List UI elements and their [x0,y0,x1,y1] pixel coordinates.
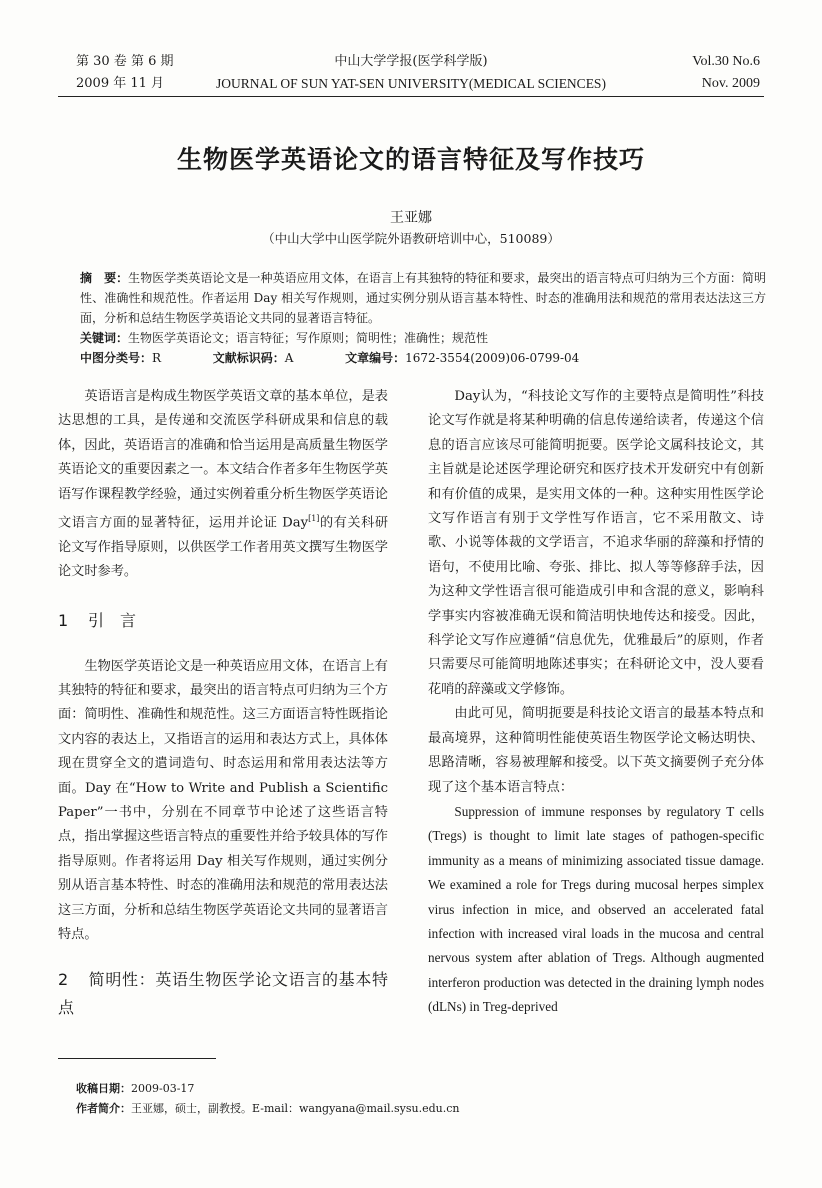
section-1-heading [58,607,388,635]
left-column [58,385,388,1036]
article-no-value: 1672-3554(2009)06-0799-04 [405,351,580,365]
section-2-number: 2 [58,969,69,989]
author-affiliation: （中山大学中山医学院外语教研培训中心，510089） [262,231,560,246]
author-bio-line [76,1100,459,1118]
intro-paragraph [58,385,388,585]
received-date-line [76,1080,194,1098]
right-paragraph-2: 由此可见，简明扼要是科技论文语言的最基本特点和最高境界，这种简明性能使英语生物医学论文畅达明快、思路清晰，容易被理解和接受。以下英文摘要例子充分体现了这个基本语言特点： [428,706,764,795]
keywords: 生物医学英语论文；语言特征；写作原则；简明性；准确性；规范性 [128,331,489,345]
section-2-title: 简明性：英语生物医学论文语言的基本特点 [58,969,388,1017]
author-bio-label: 作者简介： [76,1102,131,1115]
abstract-body [80,268,766,328]
keywords-line [80,328,766,348]
volume-issue-en: Vol.30 No.6 [692,54,760,69]
intro-text-tail: 的有关科研论文写作指导原则，以供医学工作者用英文撰写生物医学论文时参考。 [58,515,389,580]
header-rule [58,96,764,97]
citation-ref: [1] [308,514,320,524]
received-date: 2009-03-17 [131,1082,195,1095]
right-column [428,385,764,1020]
right-paragraph-1: Day认为，“科技论文写作的主要特点是简明性”科技论文写作就是将某种明确的信息传递给读者，传递这个信息的语言应该尽可能简明扼要。医学论文属科技论文，其主旨就是论述医学理论研究和医疗技术开发研究中有创新和有价值的成果，是实用文体的一种。这种实用性医学论文写作语言有别于文学性写作语言，它不采用散文、诗歌、小说等体裁的文学语言，不追求华丽的辞藻和抒情的语句，不使用比喻、夸张、排比、拟人等等修辞手法，因为这种文学性语言很可能造成引申和含混的意义，影响科学事实内容被准确无误和简洁明快地传达和接受。因此，科学论文写作应遵循“信息优先，优雅最后”的原则，作者只需要尽可能简明地陈述事实；在科研论文中，没人要看花哨的辞藻或文学修饰。 [428,389,764,697]
author-bio: 王亚娜，硕士，副教授。E-mail：wangyana@mail.sysu.edu.cn [131,1102,460,1115]
journal-name-en: JOURNAL OF SUN YAT-SEN UNIVERSITY(MEDICAL SCIENCES) [216,76,606,91]
article-no-label: 文章编号： [345,351,406,365]
abstract-text: 生物医学类英语论文是一种英语应用文体，在语言上有其独特的特征和要求，最突出的语言特点可归纳为三个方面：简明性、准确性和规范性。作者运用 Day 相关写作规则，通过实例分别从语言基本特性、时态的准确用法和规范的常用表达法这三方面，分析和总结生物医学英语论文共同的显著语言特征。 [80,271,766,325]
clc-value: R [152,351,162,365]
publication-date: 2009 年 11 月 [76,76,165,91]
section-2-heading [58,966,388,1022]
section-1-paragraph: 生物医学英语论文是一种英语应用文体，在语言上有其独特的特征和要求，最突出的语言特点可归纳为三个方面：简明性、准确性和规范性。这三方面语言特性既指论文内容的表达上，又指语言的运用和表达方式上，具体体现在贯穿全文的遣词造句、时态运用和常用表达法等方面。Day 在“How to Write and Publish a Scientific Paper”一书中，分别在不同章节中论述了这些语言特点，指出掌握这些语言特点的重要性并给予较具体的写作指导原则。作者将运用 Day 相关写作规则，通过实例分别从语言基本特性、时态的准确用法和规范的常用表达法这三方面，分析和总结生物医学英语论文共同的显著语言特点。 [58,658,388,943]
example-abstract: Suppression of immune responses by regulatory T cells (Tregs) is thought to limit late stages of pathogen-specific immunity as a means of minimizing associated tissue damage. We examined a role for Tregs during mucosal herpes simplex virus infection in mice, and observed an accelerated fatal infection with increased viral loads in the mucosa and central nervous system after ablation of Tregs. Although augmented interferon production was detected in the draining lymph nodes (dLNs) in Treg-deprived [428,803,764,1015]
volume-issue: 第 30 卷 第 6 期 [76,54,174,69]
intro-text: 英语语言是构成生物医学英语文章的基本单位，是表达思想的工具，是传递和交流医学科研成果和信息的载体，因此，英语语言的准确和恰当运用是高质量生物医学英语论文的重要因素之一。本文结合作者多年生物医学英语写作课程教学经验，通过实例着重分析生物医学英语论文语言方面的显著特征，运用并论证 Day [58,389,388,531]
section-1-title: 引 言 [88,610,137,630]
publication-date-en: Nov. 2009 [701,76,760,91]
abstract-label: 摘 要： [80,271,129,285]
doc-code-label: 文献标识码： [212,351,285,365]
footnote-rule [58,1058,216,1059]
abstract [80,268,766,368]
section-1-number: 1 [58,610,69,630]
author-name: 王亚娜 [390,210,432,226]
classification-line [80,348,766,368]
doc-code-value: A [284,351,294,365]
received-label: 收稿日期： [76,1082,131,1095]
journal-name-cn: 中山大学学报(医学科学版) [334,54,488,69]
clc-label: 中图分类号： [80,351,153,365]
paper-title: 生物医学英语论文的语言特征及写作技巧 [176,145,645,174]
keywords-label: 关键词： [80,331,129,345]
